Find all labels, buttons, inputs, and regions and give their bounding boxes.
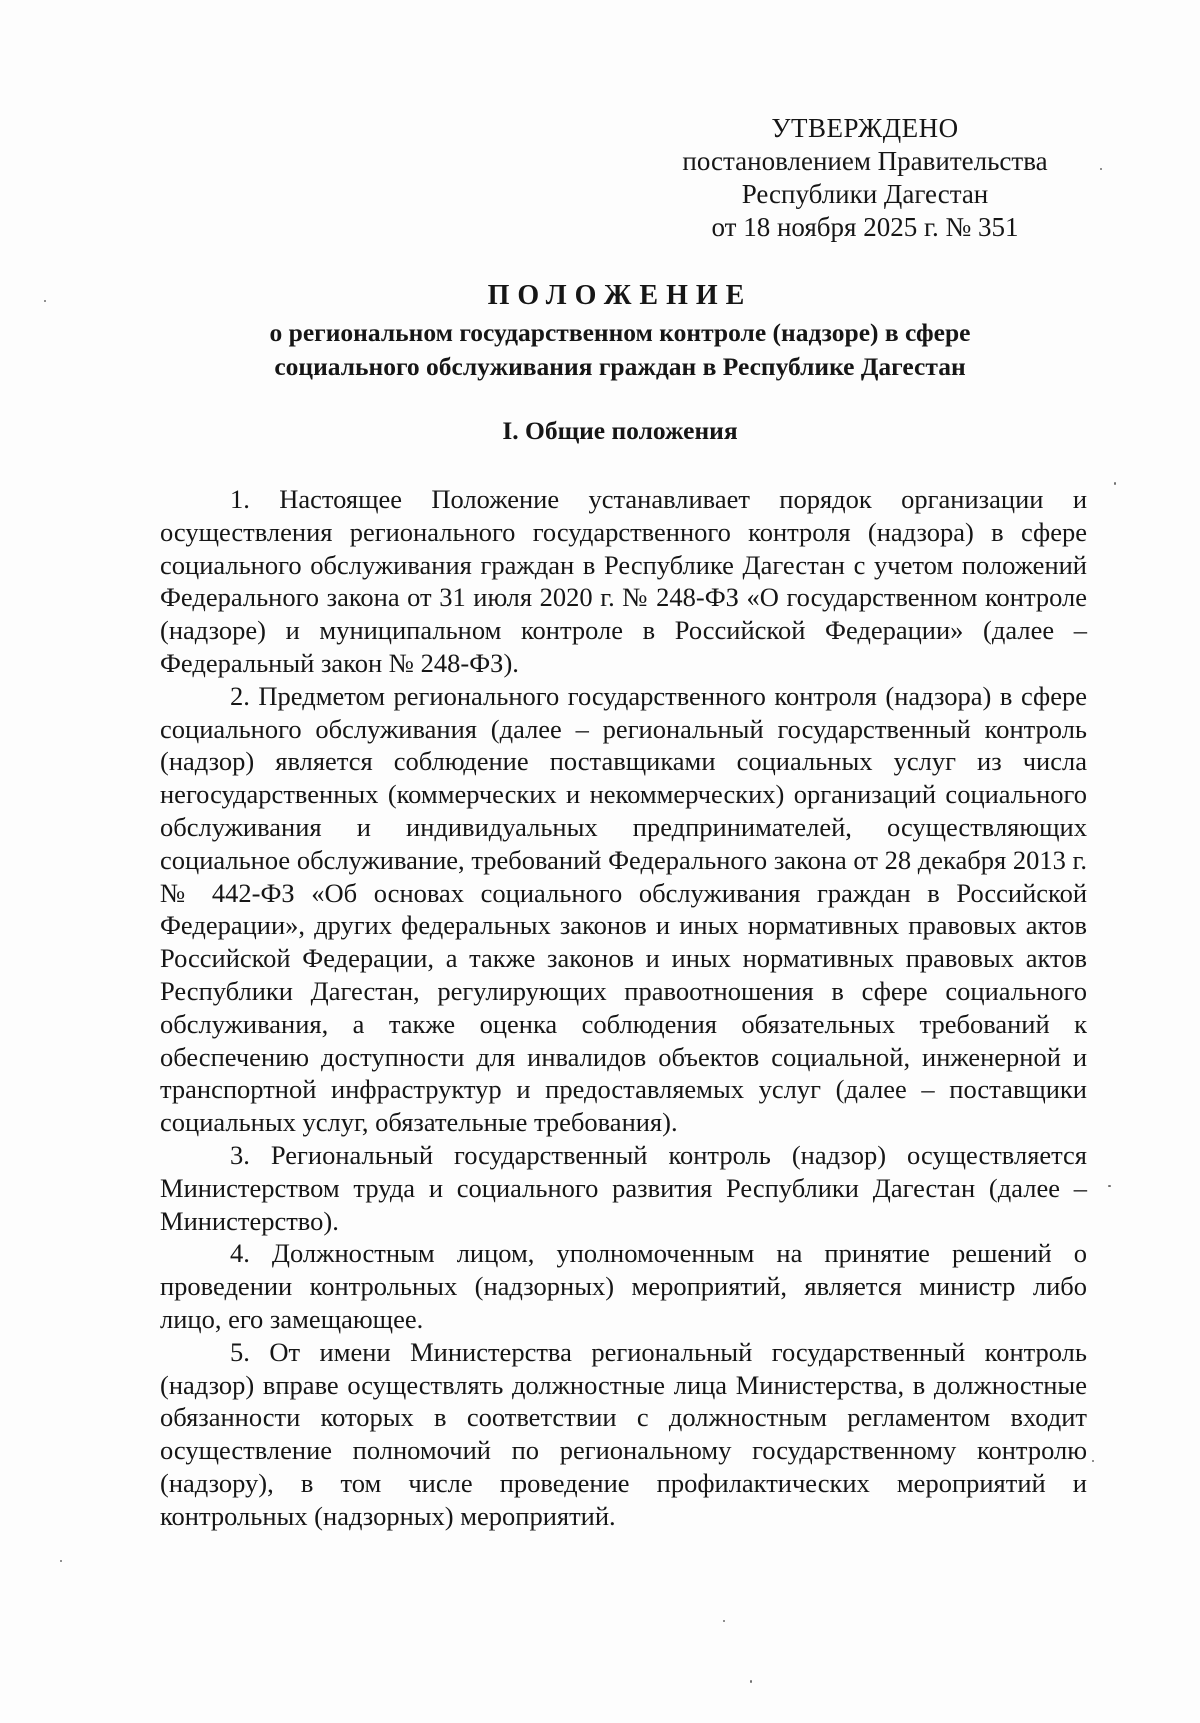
scan-speck xyxy=(1108,1185,1111,1187)
scan-speck xyxy=(750,1680,752,1683)
paragraph-2: 2. Предметом регионального государственного контроля (надзора) в сфере социального обслуживания (далее – региональный государственный контроль (надзор) является соблюдение поставщиками социальных услуг из числа негосударственных (коммерческих и некоммерческих) организаций социального обслуживания и индивидуальных предпринимателей, осуществляющих социальное обслуживание, требований Федерального закона от 28 декабря 2013 г. № 442-ФЗ «Об основах социального обслуживания граждан в Российской Федерации», других федеральных законов и иных нормативных правовых актов Российской Федерации, а также законов и иных нормативных правовых актов Республики Дагестан, регулирующих правоотношения в сфере социального обслуживания, а также оценка соблюдения обязательных требований к обеспечению доступности для инвалидов объектов социальной, инженерной и транспортной инфраструктур и предоставляемых услуг (далее – поставщики социальных услуг, обязательные требования). xyxy=(160,680,1087,1138)
scan-speck xyxy=(1092,1460,1094,1462)
paragraph-3: 3. Региональный государственный контроль (надзор) осуществляется Министерством труда и социального развития Республики Дагестан (далее – Министерство). xyxy=(160,1139,1087,1236)
title-sub-line-2: социального обслуживания граждан в Республике Дагестан xyxy=(274,352,966,381)
paragraph-1: 1. Настоящее Положение устанавливает порядок организации и осуществления регионального государственного контроля (надзора) в сфере социального обслуживания граждан в Республике Дагестан с учетом положений Федерального закона от 31 июля 2020 г. № 248-ФЗ «О государственном контроле (надзоре) и муниципальном контроле в Российской Федерации» (далее – Федеральный закон № 248-ФЗ). xyxy=(160,484,1087,678)
approval-word: УТВЕРЖДЕНО xyxy=(771,113,959,143)
title-sub-line-1: о региональном государственном контроле (надзоре) в сфере xyxy=(269,318,971,347)
scan-speck xyxy=(723,1620,725,1622)
document-body xyxy=(160,483,1087,1533)
paragraph-4: 4. Должностным лицом, уполномоченным на принятие решений о проведении контрольных (надзорных) мероприятий, является министр либо лицо, его замещающее. xyxy=(160,1238,1087,1334)
title-main: ПОЛОЖЕНИЕ xyxy=(487,280,753,311)
approval-line-2: Республики Дагестан xyxy=(741,179,989,209)
approval-line-3: от 18 ноября 2025 г. № 351 xyxy=(711,212,1019,242)
scan-speck xyxy=(44,300,46,302)
paragraph-5: 5. От имени Министерства региональный государственный контроль (надзор) вправе осуществлять должностные лица Министерства, в должностные обязанности которых в соответствии с должностным регламентом входит осуществление полномочий по региональному государственному контролю (надзору), в том числе проведение профилактических мероприятий и контрольных (надзорных) мероприятий. xyxy=(160,1336,1087,1531)
section-heading: I. Общие положения xyxy=(502,416,738,445)
document-title xyxy=(160,278,1080,384)
scan-speck xyxy=(1114,482,1116,485)
approval-line-1: постановлением Правительства xyxy=(682,146,1048,176)
scan-speck xyxy=(1100,168,1102,170)
scan-speck xyxy=(60,1560,62,1562)
approval-stamp xyxy=(640,112,1090,244)
